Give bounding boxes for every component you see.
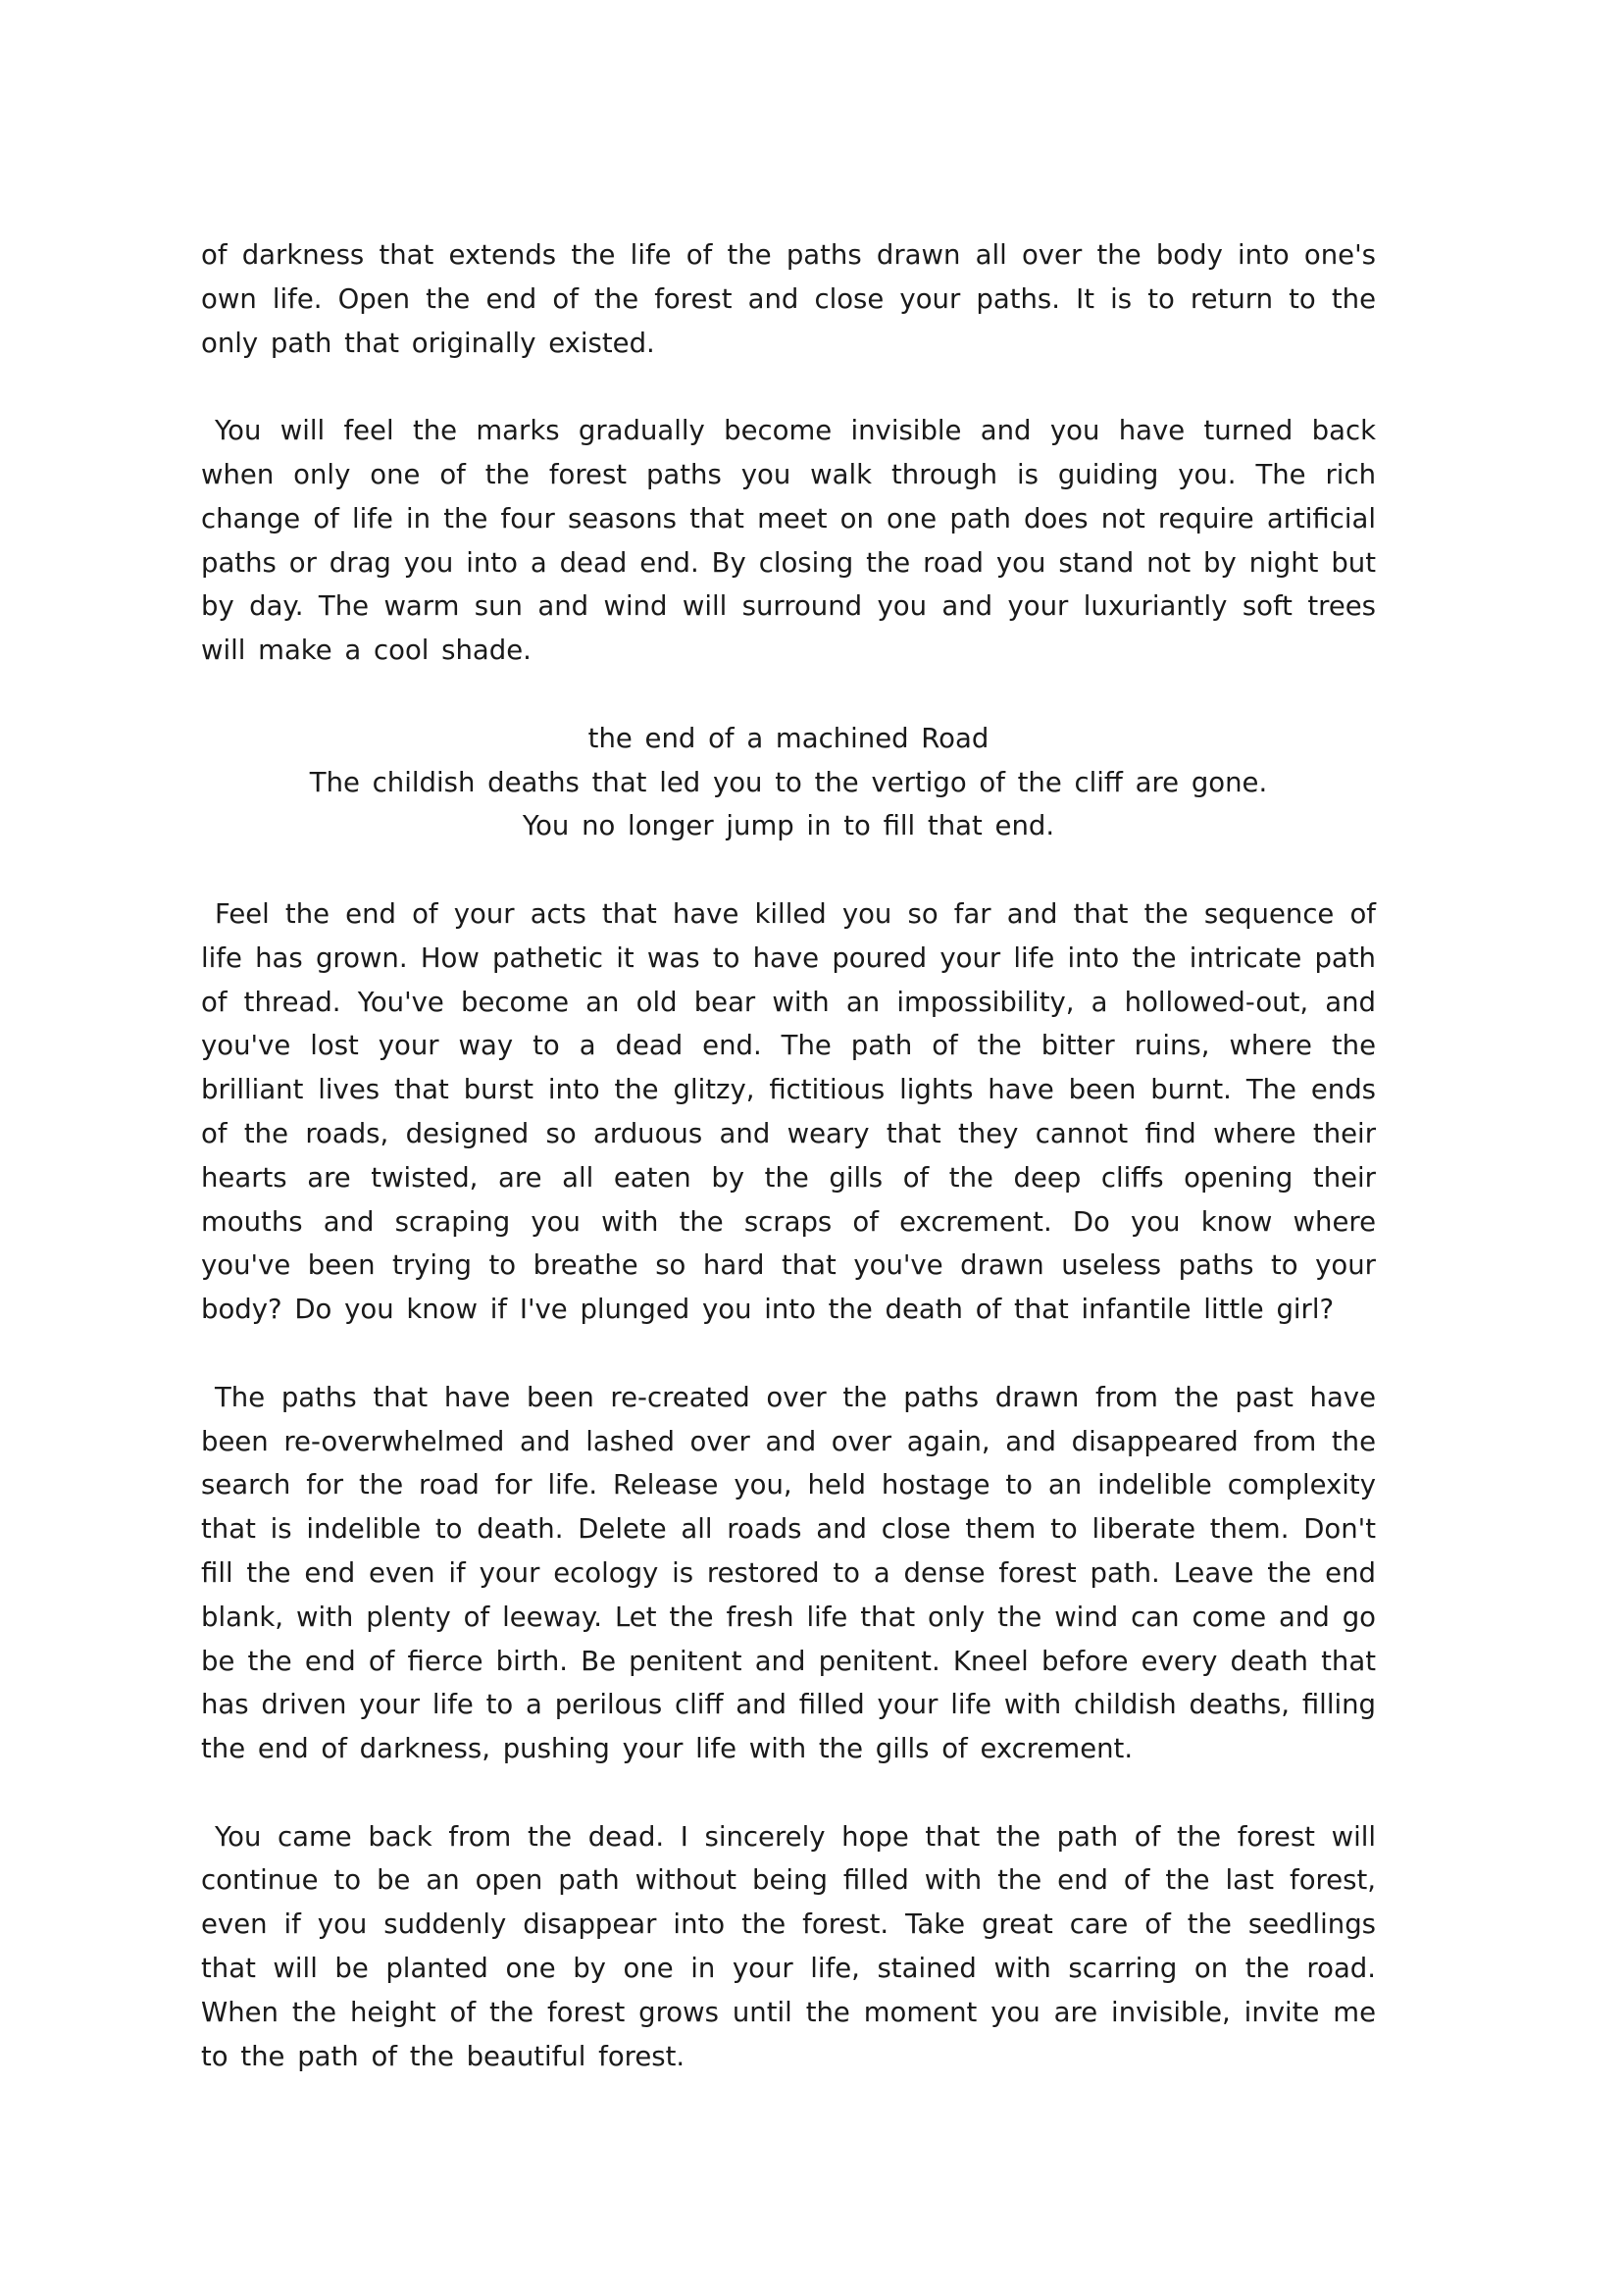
paragraph-came-back: You came back from the dead. I sincerely hope that the path of the forest will continue to be an open path without being filled with the end of the last forest, even if you suddenly disappear into the forest. Take great care of the seedlings that will be planted one by one in your life, stained with scarring on the road. When the height of the forest grows until the moment you are invisible, invite me to the path of the beautiful forest. <box>201 1820 1376 2072</box>
verse-line: the end of a machined Road <box>587 722 990 754</box>
verse-line: You no longer jump in to fill that end. <box>522 810 1055 842</box>
paragraph-continued: of darkness that extends the life of the paths drawn all over the body into one's own life. Open the end of the forest and close your paths. It is to return to the only path that originally existed. <box>201 239 1376 359</box>
verse-line: The childish deaths that led you to the vertigo of the cliff are gone. <box>309 766 1268 798</box>
paragraph-marks-invisible: You will feel the marks gradually become invisible and you have turned back when only one of the forest paths you walk through is guiding you. The rich change of life in the four seasons that meet on one path does not require artificial paths or drag you into a dead end. By closing the road you stand not by night but by day. The warm sun and wind will surround you and your luxuriantly soft trees will make a cool shade. <box>201 415 1376 667</box>
paragraph-recreated-paths: The paths that have been re-created over the paths drawn from the past have been re-overwhelmed and lashed over and over again, and disappeared from the search for the road for life. Release you, held hostage to an indelible complexity that is indelible to death. Delete all roads and close them to liberate them. Don't fill the end even if your ecology is restored to a dense forest path. Leave the end blank, with plenty of leeway. Let the fresh life that only the wind can come and go be the end of fierce birth. Be penitent and penitent. Kneel before every death that has driven your life to a perilous cliff and filled your life with childish deaths, filling the end of darkness, pushing your life with the gills of excrement. <box>201 1381 1376 1765</box>
document-body <box>201 233 1376 2122</box>
centered-verse <box>201 717 1376 848</box>
paragraph-feel-the-end: Feel the end of your acts that have killed you so far and that the sequence of life has grown. How pathetic it was to have poured your life into the intricate path of thread. You've become an old bear with an impossibility, a hollowed-out, and you've lost your way to a dead end. The path of the bitter ruins, where the brilliant lives that burst into the glitzy, fictitious lights have been burnt. The ends of the roads, designed so arduous and weary that they cannot find where their hearts are twisted, are all eaten by the gills of the deep cliffs opening their mouths and scraping you with the scraps of excrement. Do you know where you've been trying to breathe so hard that you've drawn useless paths to your body? Do you know if I've plunged you into the death of that infantile little girl? <box>201 897 1376 1326</box>
